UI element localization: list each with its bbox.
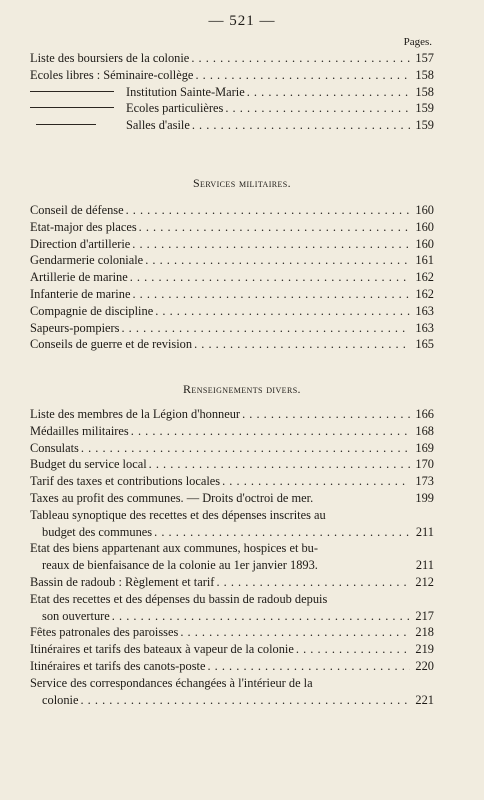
dot-leader — [225, 100, 410, 117]
dot-leader — [247, 84, 410, 101]
toc-entry-continuation — [30, 557, 434, 574]
toc-entry — [30, 473, 434, 490]
toc-entry — [30, 286, 434, 303]
toc-entry-label: Ecoles libres : Séminaire-collège — [30, 67, 194, 82]
toc-entry — [30, 303, 434, 320]
toc-entry-label: Salles d'asile — [126, 118, 190, 133]
ditto-dash — [36, 124, 96, 125]
toc-entry-page: 162 — [415, 270, 434, 285]
toc-entry — [30, 456, 434, 473]
toc-entry-line — [30, 507, 434, 524]
toc-entry-label: Fêtes patronales des paroisses — [30, 625, 179, 640]
toc-entry-continuation — [30, 692, 434, 709]
toc-entry-label: Institution Sainte-Marie — [126, 84, 245, 99]
dot-leader — [139, 219, 410, 236]
toc-entry-line — [30, 540, 434, 557]
toc-entry-label: Conseils de guerre et de revision — [30, 337, 193, 352]
toc-entry-label: Infanterie de marine — [30, 286, 131, 301]
toc-entry-label: Liste des boursiers de la colonie — [30, 51, 190, 65]
toc-entry-page: 211 — [415, 524, 434, 539]
toc-entry-page: 218 — [415, 625, 434, 640]
dot-leader — [130, 269, 410, 286]
toc-entry-continuation — [30, 608, 434, 625]
toc-entry-page: 169 — [415, 440, 434, 455]
toc-entry — [30, 84, 434, 101]
toc-entry-label: reaux de bienfaisance de la colonie au 1er janvier 1893. — [42, 558, 318, 573]
toc-entry-label: Artillerie de marine — [30, 270, 128, 285]
dot-leader — [149, 456, 410, 473]
toc-entry-page: 162 — [415, 286, 434, 301]
toc-entry-page: 163 — [415, 303, 434, 318]
toc-entry-label: Ecoles particulières — [126, 101, 224, 116]
toc-entry-label: Itinéraires et tarifs des canots-poste — [30, 658, 206, 673]
ditto-dash — [30, 107, 114, 108]
toc-entry-label: Conseil de défense — [30, 203, 124, 217]
toc-entry — [30, 252, 434, 269]
toc-section-misc — [30, 406, 434, 708]
toc-entry-page: 160 — [415, 203, 434, 217]
toc-entry-page: 199 — [415, 490, 434, 505]
dot-leader — [145, 252, 410, 269]
page-number: — 521 — — [208, 13, 276, 29]
dot-leader — [154, 524, 410, 541]
toc-entry — [30, 490, 434, 507]
dot-leader — [112, 608, 410, 625]
dot-leader — [194, 336, 410, 353]
dot-leader — [80, 692, 410, 709]
toc-entry-page: 170 — [415, 457, 434, 472]
toc-entry — [30, 320, 434, 337]
dot-leader — [131, 423, 410, 440]
toc-entry-page: 219 — [415, 642, 434, 657]
section-heading-military: Services militaires. — [192, 176, 292, 190]
dot-leader — [180, 624, 410, 641]
toc-entry-label: Itinéraires et tarifs des bateaux à vapeur de la colonie — [30, 642, 294, 657]
toc-entry — [30, 336, 434, 353]
toc-entry-label: Budget du service local — [30, 457, 147, 472]
toc-entry — [30, 202, 434, 219]
toc-entry-page: 212 — [415, 574, 434, 589]
dot-leader — [132, 236, 410, 253]
section-heading-misc: Renseignements divers. — [183, 382, 301, 396]
dot-leader — [296, 641, 410, 658]
toc-entry-label: Etat des recettes et des dépenses du bassin de radoub depuis — [30, 591, 328, 606]
toc-entry-label: colonie — [42, 692, 79, 707]
toc-entry — [30, 658, 434, 675]
toc-entry-page: 157 — [415, 51, 434, 65]
toc-entry-label: Taxes au profit des communes. — Droits d'octroi de mer. — [30, 490, 314, 505]
dot-leader — [222, 473, 410, 490]
toc-entry-page: 160 — [415, 219, 434, 234]
toc-entry-label: Médailles militaires — [30, 423, 129, 438]
dot-leader — [192, 117, 410, 134]
toc-entry — [30, 269, 434, 286]
dot-leader — [126, 202, 410, 219]
dot-leader — [81, 440, 410, 457]
toc-entry-page: 211 — [415, 558, 434, 573]
toc-entry-page: 158 — [415, 67, 434, 82]
toc-entry-page: 168 — [415, 423, 434, 438]
toc-entry — [30, 67, 434, 84]
toc-entry-page: 161 — [415, 253, 434, 268]
toc-entry-page: 217 — [415, 608, 434, 623]
toc-entry-continuation — [30, 524, 434, 541]
toc-entry — [30, 440, 434, 457]
toc-entry-label: Etat-major des places — [30, 219, 137, 234]
toc-entry-label: Tarif des taxes et contributions locales — [30, 474, 221, 489]
toc-entry-page: 159 — [415, 101, 434, 116]
dot-leader — [155, 303, 410, 320]
toc-entry — [30, 641, 434, 658]
toc-entry — [30, 624, 434, 641]
toc-section-schools — [30, 50, 434, 134]
toc-entry-label: Service des correspondances échangées à l'intérieur de la — [30, 675, 313, 690]
toc-entry-page: 159 — [415, 118, 434, 133]
dot-leader — [242, 406, 410, 423]
toc-entry-label: Etat des biens appartenant aux communes, hospices et bu- — [30, 541, 318, 556]
toc-entry-label: Tableau synoptique des recettes et des dépenses inscrites au — [30, 507, 326, 522]
pages-column-header: Pages. — [403, 36, 432, 48]
toc-entry-page: 173 — [415, 474, 434, 489]
toc-entry-page: 166 — [415, 407, 434, 421]
toc-entry — [30, 117, 434, 134]
toc-entry-label: Gendarmerie coloniale — [30, 253, 144, 268]
toc-entry-label: Consulats — [30, 440, 79, 455]
toc-entry-page: 165 — [415, 337, 434, 352]
dot-leader — [191, 50, 410, 67]
toc-entry-page: 163 — [415, 320, 434, 335]
toc-entry — [30, 423, 434, 440]
dot-leader — [216, 574, 410, 591]
toc-entry-line — [30, 591, 434, 608]
toc-entry-label: son ouverture — [42, 608, 110, 623]
toc-section-military — [30, 202, 434, 353]
toc-entry — [30, 236, 434, 253]
toc-entry-page: 160 — [415, 236, 434, 251]
toc-entry-label: Direction d'artillerie — [30, 236, 131, 251]
dot-leader — [195, 67, 410, 84]
toc-entry — [30, 219, 434, 236]
toc-entry — [30, 100, 434, 117]
dot-leader — [121, 320, 410, 337]
toc-entry-label: Sapeurs-pompiers — [30, 320, 120, 335]
toc-entry-label: budget des communes — [42, 524, 153, 539]
dot-leader — [207, 658, 410, 675]
toc-entry-page: 220 — [415, 658, 434, 673]
dot-leader — [132, 286, 410, 303]
toc-entry-label: Compagnie de discipline — [30, 303, 154, 318]
toc-entry-line — [30, 675, 434, 692]
ditto-dash — [30, 91, 114, 92]
toc-entry — [30, 406, 434, 423]
toc-entry-label: Liste des membres de la Légion d'honneur — [30, 407, 241, 421]
toc-entry-page: 221 — [415, 692, 434, 707]
toc-entry-page: 158 — [415, 84, 434, 99]
toc-entry — [30, 574, 434, 591]
toc-entry-label: Bassin de radoub : Règlement et tarif — [30, 574, 215, 589]
toc-entry — [30, 50, 434, 67]
